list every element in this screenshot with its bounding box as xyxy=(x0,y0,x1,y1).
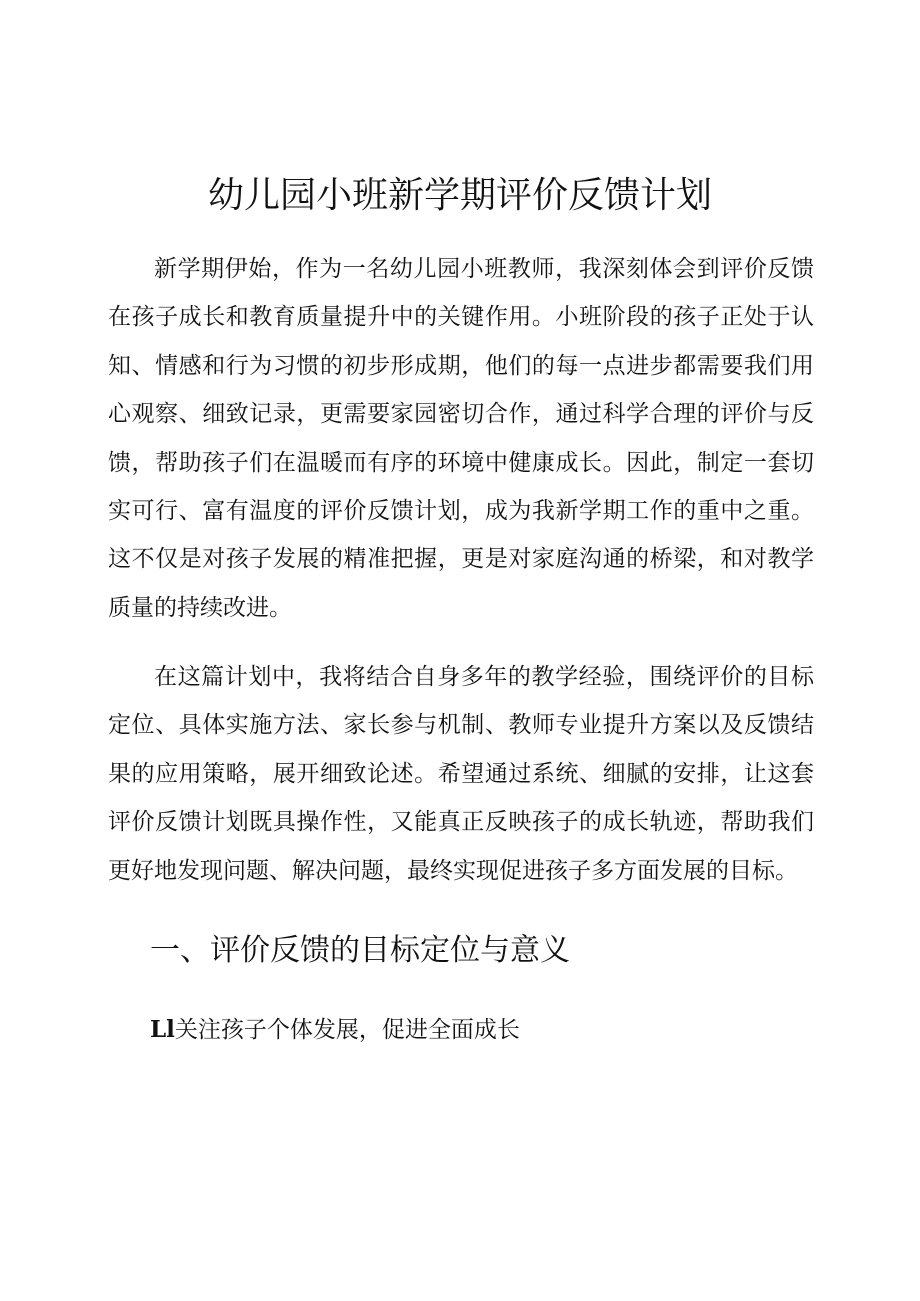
intro-paragraph: 新学期伊始，作为一名幼儿园小班教师，我深刻体会到评价反馈在孩子成长和教育质量提升中的关键作用。小班阶段的孩子正处于认知、情感和行为习惯的初步形成期，他们的每一点进步都需要我们用心观察、细致记录，更需要家园密切合作，通过科学合理的评价与反馈，帮助孩子们在温暖而有序的环境中健康成长。因此，制定一套切实可行、富有温度的评价反馈计划，成为我新学期工作的重中之重。这不仅是对孩子发展的精准把握，更是对家庭沟通的桥梁，和对教学质量的持续改进。 xyxy=(108,256,814,621)
plan-paragraph: 在这篇计划中，我将结合自身多年的教学经验，围绕评价的目标定位、具体实施方法、家长参与机制、教师专业提升方案以及反馈结果的应用策略，展开细致论述。希望通过系统、细腻的安排，让这套评价反馈计划既具操作性，又能真正反映孩子的成长轨迹，帮助我们更好地发现问题、解决问题，最终实现促进孩子多方面发展的目标。 xyxy=(108,664,814,884)
subsection-heading xyxy=(150,1008,520,1052)
subsection-number: Ll xyxy=(150,1016,175,1043)
subsection-text: 关注孩子个体发展，促进全面成长 xyxy=(174,1017,520,1043)
document-title: 幼儿园小班新学期评价反馈计划 xyxy=(207,175,712,216)
section-heading: 一、评价反馈的目标定位与意义 xyxy=(150,933,570,968)
